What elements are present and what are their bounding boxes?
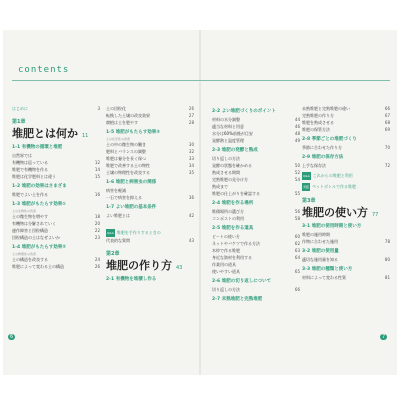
toc-entry[interactable]	[212, 162, 300, 169]
toc-section-heading: 1-5 堆肥がもたらす効果③	[106, 130, 161, 135]
toc-entry-label: 堆肥によって変わる土の構造	[12, 264, 64, 269]
book-gutter	[199, 30, 201, 375]
toc-entry-page: 62	[294, 241, 300, 246]
toc-section-heading: 1-4 堆肥がもたらす効果②	[12, 245, 67, 250]
chapter-number: 第3章	[302, 198, 316, 204]
page-number-right: 7	[382, 334, 386, 340]
toc-entry[interactable]	[302, 112, 390, 119]
toc-entry[interactable]	[212, 137, 300, 144]
toc-chapter	[302, 197, 390, 220]
toc-entry[interactable]	[106, 112, 194, 119]
toc-entry[interactable]	[212, 240, 300, 247]
toc-entry-label: 上手な保存法	[302, 163, 326, 168]
toc-entry-page: 69	[384, 127, 390, 132]
toc-entry-page: 66	[384, 106, 390, 111]
toc-entry-label: 木枠で作る堆肥	[212, 248, 240, 253]
toc-entry-page: 50	[294, 163, 300, 168]
toc-entry-page: 12	[94, 160, 100, 165]
toc-entry-page: 28	[188, 120, 194, 125]
toc-entry-label: 団粒構造の土はなぜよいか	[12, 235, 60, 240]
toc-entry[interactable]	[212, 130, 300, 137]
toc-section-heading: 2-6 堆肥の切り返しについて	[212, 279, 272, 284]
page-number-left: 6	[10, 334, 14, 340]
toc-entry-label: 熟成させる期間	[212, 170, 240, 175]
toc-entry-label: 堆肥で改善する土の物性	[106, 163, 150, 168]
toc-entry-page: 36	[188, 195, 194, 200]
title-rule	[12, 80, 390, 81]
toc-entry[interactable]	[302, 105, 390, 112]
toc-entry-page: 78	[384, 239, 390, 244]
toc-entry-page: 70	[384, 145, 390, 150]
toc-entry-page: 15	[94, 174, 100, 179]
toc-entry[interactable]	[302, 126, 390, 133]
toc-entry[interactable]	[212, 155, 300, 162]
toc-entry-page: 32	[188, 149, 194, 154]
chapter-page: 43	[176, 265, 183, 271]
toc-entry-page: 33	[188, 156, 194, 161]
toc-feature-entry	[302, 172, 390, 180]
toc-entry-label: 土の構造を改良する	[12, 257, 48, 262]
toc-entry-label: 適切な施用量を知る	[302, 257, 338, 262]
toc-entry[interactable]	[212, 190, 300, 197]
toc-entry-page: 49	[294, 138, 300, 143]
toc-section-heading: 3-3 堆肥の種類と使い方	[302, 267, 353, 272]
toc-entry[interactable]	[212, 169, 300, 176]
toc-feature-entry	[302, 183, 390, 191]
toc-entry-page: 63	[294, 248, 300, 253]
page-title: contents	[18, 65, 70, 75]
toc-entry-page: 23	[94, 235, 100, 240]
toc-entry[interactable]	[106, 219, 194, 226]
toc-entry[interactable]	[12, 263, 100, 270]
toc-entry-label: 堆肥の施用時期	[302, 232, 330, 237]
toc-entry[interactable]	[106, 105, 194, 112]
toc-entry-page: 18	[94, 214, 100, 219]
toc-section-heading: 2-2 よい堆肥づくりのポイント	[212, 109, 276, 114]
toc-entry-label: 材料によって変わる性質	[302, 275, 346, 280]
toc-entry-label: 水分は60%前後が目安	[212, 131, 253, 136]
toc-entry-page: 43	[188, 238, 194, 243]
toc-entry-page: 27	[188, 113, 194, 118]
toc-entry[interactable]	[12, 213, 100, 220]
toc-entry[interactable]	[302, 231, 390, 238]
toc-entry[interactable]	[106, 237, 194, 244]
toc-entry-page	[192, 187, 194, 194]
toc-entry-label: コンポストの利用	[212, 216, 244, 221]
toc-entry[interactable]	[302, 238, 390, 245]
toc-entry-page: 80	[384, 257, 390, 262]
toc-entry-label: 適当な材料と用意	[212, 124, 244, 129]
toc-entry-page: 56	[294, 209, 300, 214]
toc-entry[interactable]	[212, 208, 300, 215]
toc-section-heading: 3-1 堆肥の使用時期と使い方	[302, 224, 362, 229]
toc-entry-page: 16	[94, 192, 100, 197]
toc-entry[interactable]	[12, 227, 100, 234]
toc-entry-label: 有機物は巡っている	[12, 160, 48, 165]
toc-entry[interactable]	[212, 254, 300, 261]
toc-entry[interactable]	[106, 187, 194, 194]
toc-entry-page: 58	[294, 216, 300, 221]
toc-entry[interactable]	[12, 159, 100, 166]
toc-entry[interactable]	[106, 148, 194, 155]
toc-section-heading: 2-8 季節ごとの堆肥づくり	[302, 137, 357, 142]
toc-entry[interactable]	[12, 256, 100, 263]
toc-entry[interactable]	[106, 162, 194, 169]
toc-feature-entry	[106, 229, 194, 237]
toc-entry-label: はじめに	[12, 106, 28, 111]
toc-section-heading: 1-2 堆肥の効果はさまざま	[12, 184, 67, 189]
chapter-page: 11	[82, 133, 89, 139]
toc-entry[interactable]	[106, 212, 194, 219]
toc-entry-label: 切り返しの方法	[212, 287, 240, 292]
toc-entry-label: 有機物は分解されていく	[12, 221, 56, 226]
toc-entry-page: 60	[294, 234, 300, 239]
toc-entry-page: 26	[188, 106, 194, 111]
toc-entry[interactable]	[12, 173, 100, 180]
toc-entry-page: 24	[94, 257, 100, 262]
toc-entry[interactable]	[212, 176, 300, 183]
toc-entry-label: 堆肥でよい土を作る	[12, 192, 48, 197]
toc-entry-label: 発酵の状態を確かめる	[212, 163, 252, 168]
toc-section-heading: 1-3 堆肥がもたらす効果①	[12, 202, 67, 207]
chapter-title: 堆肥の作り方	[106, 259, 172, 272]
toc-entry[interactable]	[212, 233, 300, 240]
toc-section-heading: 1-7 よい堆肥の基本条件	[106, 205, 157, 210]
toc-entry-label: 堆肥は養分を長く保つ	[106, 156, 146, 161]
toc-entry[interactable]	[12, 220, 100, 227]
toc-entry-page: 3	[97, 106, 100, 111]
toc-entry[interactable]	[212, 116, 300, 123]
toc-entry-label: 堆肥は化学肥料とは違う	[12, 174, 56, 179]
toc-entry-page: 14	[94, 167, 100, 172]
toc-entry-label: 堆肥で有機物を作る	[12, 167, 48, 172]
toc-entry-page: 26	[94, 264, 100, 269]
toc-entry-label: 堆肥の仕上がりを確認する	[212, 191, 260, 196]
toc-entry-page: 67	[384, 113, 390, 118]
toc-entry-label: 材料の水分調整	[212, 117, 240, 122]
toc-entry-page: 46	[294, 124, 300, 129]
toc-entry-label: ピートの使い方	[212, 234, 240, 239]
toc-entry[interactable]	[212, 123, 300, 130]
toc-entry[interactable]	[302, 144, 390, 151]
chapter-title-row	[12, 125, 100, 141]
toc-chapter	[12, 118, 100, 141]
toc-entry[interactable]	[106, 194, 194, 201]
toc-entry-page: 48	[294, 131, 300, 136]
toc-section-heading: 2-9 堆肥の保存方法	[302, 155, 344, 160]
toc-entry-page: 65	[294, 269, 300, 274]
toc-feature-tag: 実践	[303, 185, 310, 189]
toc-section-subtitle: 土の物理性の改善	[12, 252, 37, 256]
toc-entry[interactable]	[212, 286, 300, 293]
toc-section-heading: 1-6 堆肥と病害虫の関係	[106, 180, 157, 185]
toc-entry-label: 堆肥の保管方法	[302, 127, 330, 132]
toc-feature-label: これからの堆肥と利用	[312, 173, 353, 178]
toc-entry-page: 81	[384, 275, 390, 280]
toc-entry[interactable]	[106, 119, 194, 126]
toc-feature-tag: Q&A	[107, 231, 114, 235]
toc-feature-label: 堆肥を手作りするときの	[116, 230, 161, 235]
toc-entry-page: 35	[188, 170, 194, 175]
toc-entry[interactable]	[12, 166, 100, 173]
toc-entry-page	[298, 261, 300, 268]
toc-entry[interactable]	[106, 155, 194, 162]
toc-entry-page: 55	[294, 191, 300, 196]
toc-entry-label: 腐植は土を肥やす	[106, 120, 138, 125]
toc-entry-label: 未熟堆肥と完熟堆肥の違い	[302, 106, 350, 111]
toc-entry[interactable]	[302, 256, 390, 263]
toc-entry-page	[298, 155, 300, 162]
toc-entry-page: 54	[294, 177, 300, 182]
toc-entry-page: 66	[294, 287, 300, 292]
toc-entry[interactable]	[106, 169, 194, 176]
toc-entry-label: 自然界では	[12, 153, 32, 158]
toc-entry-page: 68	[384, 120, 390, 125]
chapter-title-row	[302, 204, 390, 220]
toc-entry[interactable]	[212, 247, 300, 254]
toc-entry[interactable]	[212, 261, 300, 268]
toc-section-heading: 2-4 堆肥を作る場所	[212, 201, 254, 206]
toc-section-subtitle: 土の生物性の改善	[12, 209, 37, 213]
toc-section-heading: 2-7 未熟堆肥と完熟堆肥	[212, 297, 263, 302]
toc-entry-label: 転換した土壌の改良効果	[106, 113, 150, 118]
toc-entry-page: 22	[94, 228, 100, 233]
toc-entry-label: 土の中の微生物の働き	[106, 142, 146, 147]
chapter-title-row	[106, 257, 194, 273]
toc-entry-label: 熟成まで	[212, 184, 228, 189]
toc-entry-page	[298, 183, 300, 190]
toc-entry-label: 季節に合わせた作り方	[302, 145, 342, 150]
toc-entry-label: 土の微生物を増やす	[12, 214, 48, 219]
toc-entry-label: よい堆肥とは	[106, 213, 130, 218]
chapter-page: 77	[372, 212, 379, 218]
chapter-number: 第1章	[12, 119, 26, 125]
chapter-title: 堆肥とは何か	[12, 127, 78, 140]
toc-entry[interactable]	[12, 234, 100, 241]
toc-entry-label: 身近な資材を利用する	[212, 255, 252, 260]
toc-entry-label: 切り返しの方法	[212, 156, 240, 161]
toc-entry-label: 肥料とバランスの調整	[106, 149, 146, 154]
toc-section-heading: 1-1 有機物の循環と堆肥	[12, 145, 63, 150]
toc-column-4	[302, 105, 390, 281]
toc-section-heading: 2-5 堆肥を作る道具	[212, 226, 254, 231]
toc-entry-label: 完熟堆肥の作り方	[302, 113, 334, 118]
toc-column-2	[106, 105, 194, 284]
toc-entry-label: 土の団粒化	[106, 106, 126, 111]
toc-entry-label: 一石で病害を抑える	[106, 195, 142, 200]
toc-entry-label: ネットやバケツで作る方法	[212, 241, 260, 246]
toc-entry-label: 土壌の物理性を改良する	[106, 170, 150, 175]
toc-entry-page: 42	[188, 213, 194, 218]
toc-entry[interactable]	[302, 274, 390, 281]
toc-entry[interactable]	[212, 183, 300, 190]
toc-column-1	[12, 105, 100, 270]
toc-section-heading: 2-3 堆肥の発酵と熟成	[212, 148, 258, 153]
toc-entry-page	[98, 152, 100, 159]
toc-entry-page: 72	[384, 163, 390, 168]
toc-entry-page: 52	[294, 170, 300, 175]
toc-entry[interactable]	[12, 152, 100, 159]
toc-entry-page: 30	[188, 142, 194, 147]
toc-entry-label: 使いやすい道具	[212, 269, 240, 274]
toc-entry[interactable]	[12, 105, 100, 112]
chapter-title: 堆肥の使い方	[302, 206, 368, 219]
toc-entry[interactable]	[302, 162, 390, 169]
toc-entry-page	[388, 231, 390, 238]
toc-entry-label: 堆肥を熟成させる	[302, 120, 334, 125]
toc-entry[interactable]	[106, 141, 194, 148]
chapter-number: 第2章	[106, 251, 120, 257]
toc-feature-tag: Q&A	[303, 174, 310, 178]
toc-entry-label: 病害を軽減	[106, 188, 126, 193]
toc-section-heading: 3-2 堆肥の使用量	[302, 249, 339, 254]
toc-entry[interactable]	[212, 215, 300, 222]
toc-section-subtitle: 土の化学性の改善	[106, 137, 131, 141]
toc-entry-label: 作物に合わせた施用	[302, 239, 338, 244]
toc-chapter	[106, 250, 194, 273]
toc-entry[interactable]	[12, 191, 100, 198]
toc-entry-label: 連作障害と団粒構造	[12, 228, 48, 233]
toc-entry-label: 堆積場所の選び方	[212, 209, 244, 214]
toc-entry-page: 20	[94, 221, 100, 226]
toc-entry-label: 代表的な質問	[106, 238, 130, 243]
toc-entry-page	[192, 219, 194, 226]
toc-entry[interactable]	[212, 268, 300, 275]
toc-entry-page: 44	[294, 117, 300, 122]
toc-entry-page: 34	[188, 163, 194, 168]
toc-entry-page: 64	[294, 255, 300, 260]
toc-entry[interactable]	[302, 119, 390, 126]
toc-section-heading: 2-1 有機物を堆積し作る	[106, 277, 157, 282]
toc-entry-label: 作業用の道具	[212, 262, 236, 267]
toc-entry-label: 完熟堆肥の見分け方	[212, 177, 248, 182]
toc-column-3	[212, 105, 300, 304]
toc-entry-label: 発酵熱と温度管理	[212, 138, 244, 143]
toc-feature-label: ペットボトルで作る堆肥	[312, 184, 357, 189]
